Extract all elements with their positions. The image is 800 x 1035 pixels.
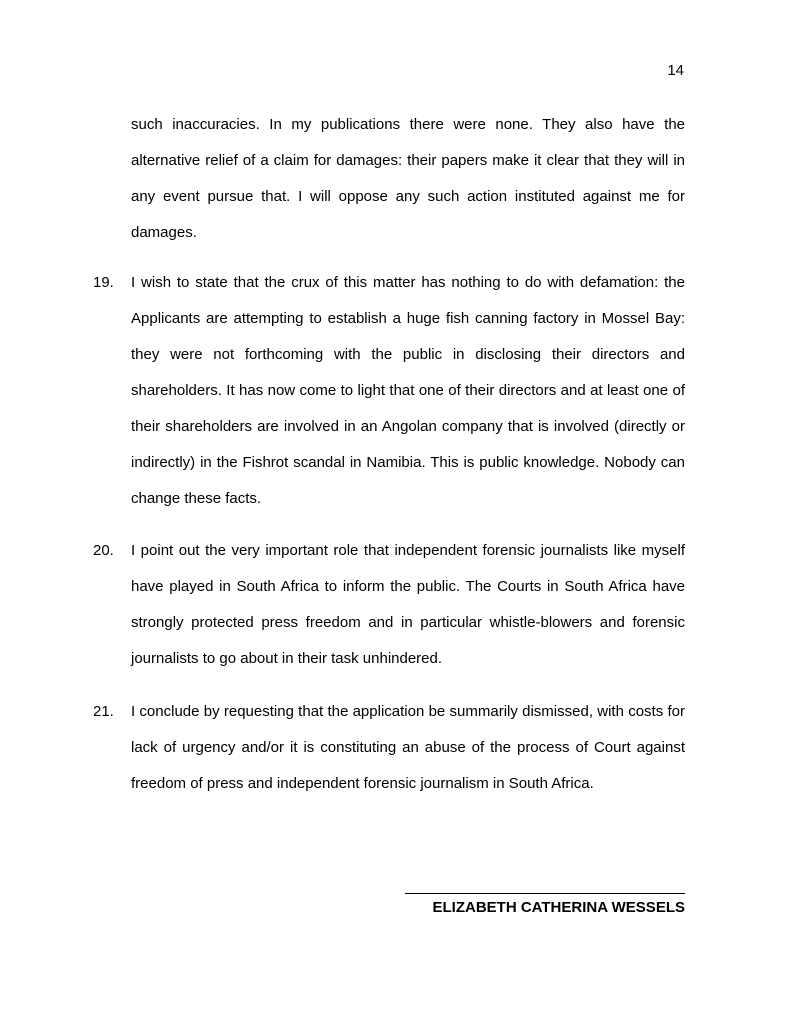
paragraph-number-21: 21.	[93, 703, 114, 720]
paragraph-21: I conclude by requesting that the application be summarily dismissed, with costs for lack of urgency and/or it is constituting an abuse of the process of Court against freedom of press and independent forensic journalism in South Africa.	[131, 703, 685, 792]
page-number: 14	[667, 62, 684, 79]
paragraph-number-19: 19.	[93, 274, 114, 291]
signature-line	[405, 893, 685, 894]
paragraph-20: I point out the very important role that independent forensic journalists like myself have played in South Africa to inform the public. The Courts in South Africa have strongly protected press freedom and in particular whistle-blowers and forensic journalists to go about in their task unhindered.	[131, 542, 685, 667]
continuation-paragraph: such inaccuracies. In my publications there were none. They also have the alternative relief of a claim for damages: their papers make it clear that they will in any event pursue that. I will oppose any such action instituted against me for damages.	[131, 116, 685, 241]
paragraph-number-20: 20.	[93, 542, 114, 559]
signatory-name: ELIZABETH CATHERINA WESSELS	[432, 899, 685, 916]
paragraph-19: I wish to state that the crux of this matter has nothing to do with defamation: the Applicants are attempting to establish a huge fish canning factory in Mossel Bay: they were not forthcoming with the public in disclosing their directors and shareholders. It has now come to light that one of their directors and at least one of their shareholders are involved in an Angolan company that is involved (directly or indirectly) in the Fishrot scandal in Namibia. This is public knowledge. Nobody can change these facts.	[131, 274, 685, 507]
